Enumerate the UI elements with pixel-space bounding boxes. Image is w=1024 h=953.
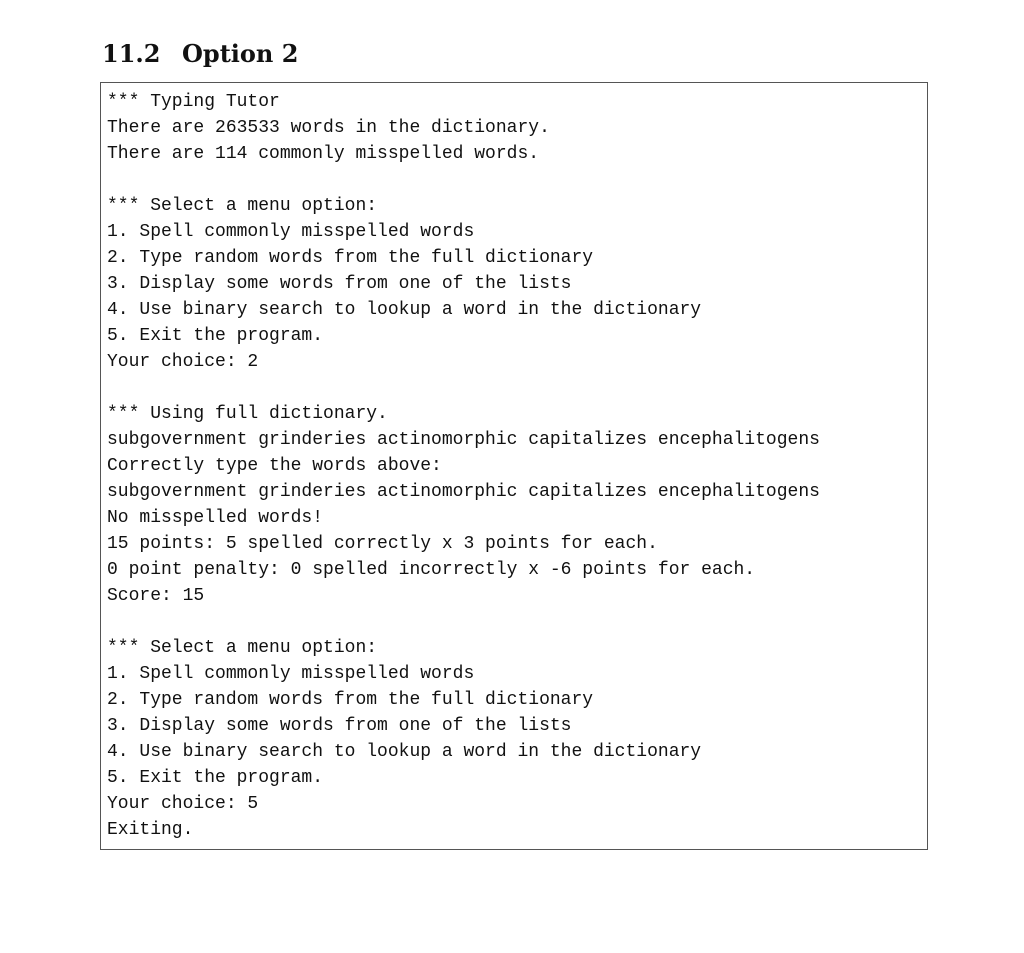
output-line: Score: 15 (107, 586, 205, 606)
output-line: No misspelled words! (107, 508, 324, 528)
output-line: 2. Type random words from the full dictionary (107, 248, 594, 268)
output-line: Exiting. (107, 820, 194, 840)
output-line: 5. Exit the program. (107, 768, 324, 788)
output-line: *** Select a menu option: (107, 638, 378, 658)
output-line: subgovernment grinderies actinomorphic capitalizes encephalitogens (107, 430, 820, 450)
output-line: Correctly type the words above: (107, 456, 442, 476)
output-line: There are 263533 words in the dictionary. (107, 118, 550, 138)
program-output-box (100, 82, 928, 850)
output-line: 1. Spell commonly misspelled words (107, 664, 475, 684)
output-line (107, 375, 927, 401)
output-line: 3. Display some words from one of the lists (107, 274, 572, 294)
output-line (107, 167, 927, 193)
output-line: *** Select a menu option: (107, 196, 378, 216)
section-heading (102, 38, 298, 70)
output-line: 4. Use binary search to lookup a word in the dictionary (107, 300, 702, 320)
output-line: subgovernment grinderies actinomorphic capitalizes encephalitogens (107, 482, 820, 502)
output-line: *** Typing Tutor (107, 92, 280, 112)
output-line: There are 114 commonly misspelled words. (107, 144, 540, 164)
output-line: 15 points: 5 spelled correctly x 3 points for each. (107, 534, 658, 554)
section-number: 11.2 (102, 39, 161, 68)
section-title: Option 2 (182, 39, 299, 68)
output-line: 4. Use binary search to lookup a word in the dictionary (107, 742, 702, 762)
output-line: Your choice: 5 (107, 794, 259, 814)
output-line: Your choice: 2 (107, 352, 259, 372)
output-line: 2. Type random words from the full dictionary (107, 690, 594, 710)
output-line: 0 point penalty: 0 spelled incorrectly x -6 points for each. (107, 560, 756, 580)
output-line: 3. Display some words from one of the lists (107, 716, 572, 736)
output-line: *** Using full dictionary. (107, 404, 388, 424)
output-line (107, 609, 927, 635)
output-line: 5. Exit the program. (107, 326, 324, 346)
output-line: 1. Spell commonly misspelled words (107, 222, 475, 242)
